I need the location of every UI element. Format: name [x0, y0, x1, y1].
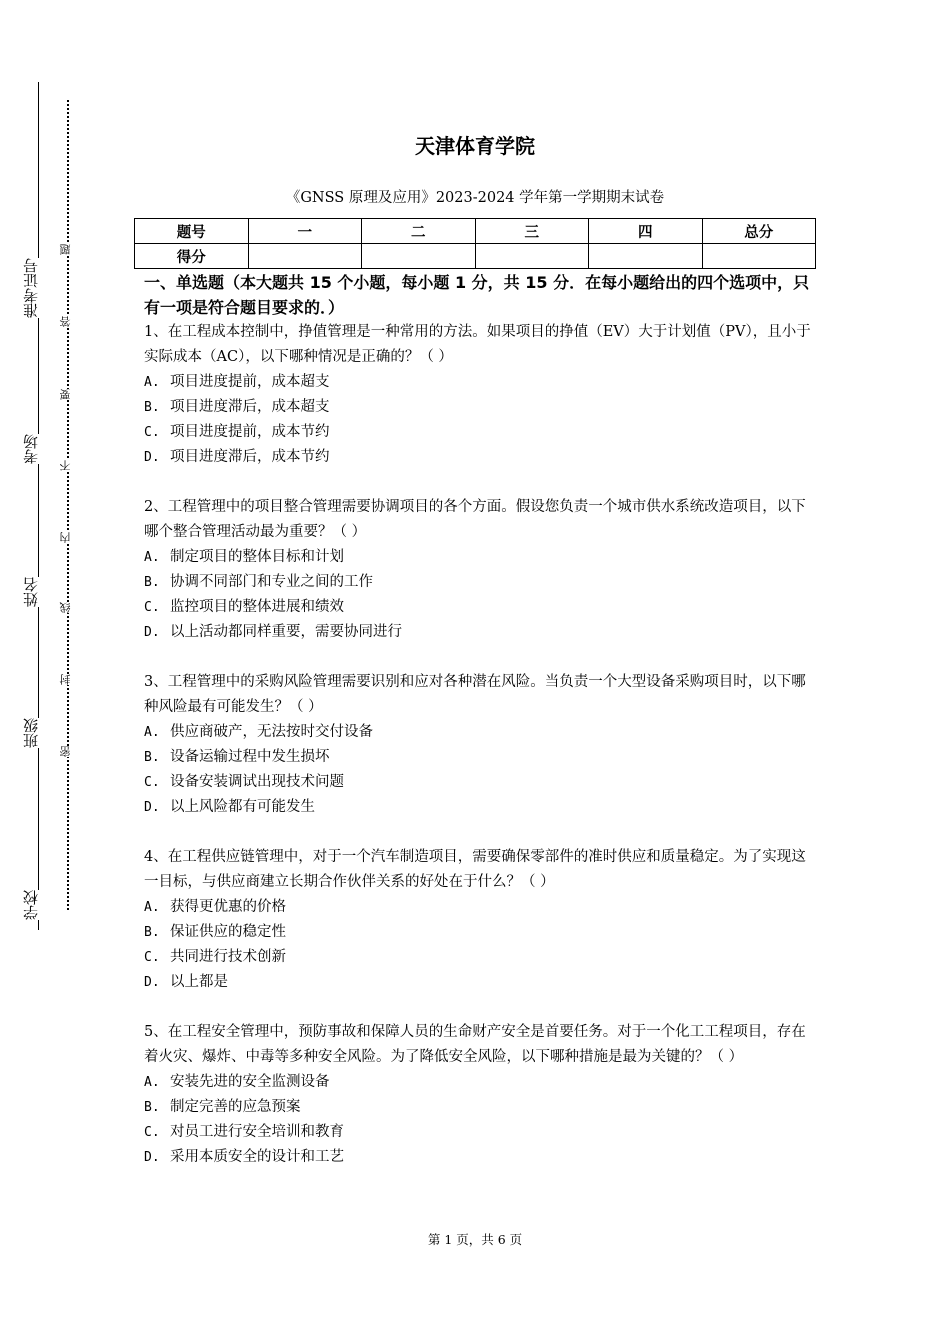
- field-name-label: 姓名: [22, 577, 40, 607]
- score-cell: [362, 244, 476, 269]
- table-cell: 二: [362, 219, 476, 244]
- option: [144, 570, 816, 595]
- section-heading: 一、单选题（本大题共 15 个小题，每小题 1 分，共 15 分．在每小题给出的四个选项中，只有一项是符合题目要求的．）: [144, 273, 810, 317]
- table-cell: 一: [248, 219, 362, 244]
- table-cell: 总分: [702, 219, 816, 244]
- table-cell: 三: [475, 219, 589, 244]
- option-key: D.: [144, 975, 160, 990]
- score-table-score-row: [135, 244, 816, 269]
- option-key: B.: [144, 400, 160, 415]
- option-key: C.: [144, 1125, 160, 1140]
- question-stem: 3、工程管理中的采购风险管理需要识别和应对各种潜在风险。当负责一个大型设备采购项目时，以下哪种风险最有可能发生？（ ）: [144, 674, 806, 715]
- option-text: 项目进度滞后，成本超支: [170, 399, 330, 415]
- field-exam-room-label: 考场: [22, 434, 40, 464]
- question-stem: 4、在工程供应链管理中，对于一个汽车制造项目，需要确保零部件的准时供应和质量稳定。为了实现这一目标，与供应商建立长期合作伙伴关系的好处在于什么？（ ）: [144, 849, 806, 890]
- option-text: 制定项目的整体目标和计划: [170, 549, 344, 565]
- option-text: 以上风险都有可能发生: [170, 799, 315, 815]
- option-text: 设备运输过程中发生损坏: [170, 749, 330, 765]
- question-stem: 1、在工程成本控制中，挣值管理是一种常用的方法。如果项目的挣值（EV）大于计划值（PV），且小于实际成本（AC），以下哪种情况是正确的？（ ）: [144, 324, 811, 365]
- option: [144, 395, 816, 420]
- question-stem: 2、工程管理中的项目整合管理需要协调项目的各个方面。假设您负责一个城市供水系统改造项目，以下哪个整合管理活动最为重要？（ ）: [144, 499, 806, 540]
- option: [144, 720, 816, 745]
- option-text: 协调不同部门和专业之间的工作: [170, 574, 373, 590]
- option: [144, 445, 816, 470]
- option-key: B.: [144, 750, 160, 765]
- option-key: C.: [144, 950, 160, 965]
- score-table: [134, 218, 816, 269]
- seal-char: 密: [59, 746, 72, 757]
- table-cell: 得分: [135, 244, 249, 269]
- option-text: 项目进度提前，成本超支: [170, 374, 330, 390]
- option-text: 项目进度提前，成本节约: [170, 424, 330, 440]
- option-key: B.: [144, 925, 160, 940]
- option: [144, 1120, 816, 1145]
- option-key: B.: [144, 1100, 160, 1115]
- option: [144, 745, 816, 770]
- option-text: 对员工进行安全培训和教育: [170, 1124, 344, 1140]
- score-cell: [475, 244, 589, 269]
- option-text: 制定完善的应急预案: [170, 1099, 301, 1115]
- option: [144, 945, 816, 970]
- option-text: 安装先进的安全监测设备: [170, 1074, 330, 1090]
- option: [144, 920, 816, 945]
- option-text: 采用本质安全的设计和工艺: [170, 1149, 344, 1165]
- field-school-label: 学校: [22, 890, 40, 920]
- option-key: A.: [144, 725, 160, 740]
- option: [144, 620, 816, 645]
- seal-char: 封: [59, 674, 72, 685]
- option-text: 获得更优惠的价格: [170, 899, 286, 915]
- option-key: B.: [144, 575, 160, 590]
- exam-subtitle: 《GNSS 原理及应用》2023-2024 学年第一学期期末试卷: [285, 190, 665, 206]
- option-text: 以上活动都同样重要，需要协同进行: [170, 624, 402, 640]
- page-title: 天津体育学院: [415, 134, 535, 158]
- field-class-label: 班级: [22, 718, 40, 748]
- table-cell: 题号: [135, 219, 249, 244]
- option-key: A.: [144, 1075, 160, 1090]
- score-cell: [248, 244, 362, 269]
- option-text: 保证供应的稳定性: [170, 924, 286, 940]
- option-key: A.: [144, 375, 160, 390]
- option: [144, 420, 816, 445]
- option-key: A.: [144, 900, 160, 915]
- seal-char: 不: [59, 460, 72, 471]
- question: [144, 495, 816, 645]
- question: [144, 670, 816, 820]
- score-cell: [702, 244, 816, 269]
- option: [144, 895, 816, 920]
- seal-char: 线: [59, 602, 72, 613]
- option-key: C.: [144, 600, 160, 615]
- option: [144, 1095, 816, 1120]
- score-table-header-row: [135, 219, 816, 244]
- option-text: 设备安装调试出现技术问题: [170, 774, 344, 790]
- option: [144, 595, 816, 620]
- question: [144, 845, 816, 995]
- seal-char: 答: [59, 316, 72, 327]
- option: [144, 970, 816, 995]
- option-text: 监控项目的整体进展和绩效: [170, 599, 344, 615]
- score-cell: [589, 244, 703, 269]
- option-text: 供应商破产，无法按时交付设备: [170, 724, 373, 740]
- question: [144, 320, 816, 470]
- exam-content: [144, 270, 816, 1170]
- option-key: D.: [144, 1150, 160, 1165]
- option-key: D.: [144, 800, 160, 815]
- option-key: D.: [144, 450, 160, 465]
- option-text: 共同进行技术创新: [170, 949, 286, 965]
- seal-char: 内: [59, 532, 72, 543]
- option: [144, 770, 816, 795]
- option-key: A.: [144, 550, 160, 565]
- option: [144, 545, 816, 570]
- question-stem: 5、在工程安全管理中，预防事故和保障人员的生命财产安全是首要任务。对于一个化工工程项目，存在着火灾、爆炸、中毒等多种安全风险。为了降低安全风险，以下哪种措施是最为关键的？（ ）: [144, 1024, 806, 1065]
- option-text: 项目进度滞后，成本节约: [170, 449, 330, 465]
- seal-char: 题: [59, 244, 72, 255]
- table-cell: 四: [589, 219, 703, 244]
- option-key: C.: [144, 775, 160, 790]
- option: [144, 370, 816, 395]
- seal-char: 要: [59, 389, 72, 400]
- option-key: C.: [144, 425, 160, 440]
- option: [144, 1070, 816, 1095]
- question: [144, 1020, 816, 1170]
- option: [144, 795, 816, 820]
- binding-fill-line: [38, 82, 39, 930]
- option: [144, 1145, 816, 1170]
- page-number: 第 1 页，共 6 页: [427, 1232, 523, 1247]
- option-text: 以上都是: [170, 974, 228, 990]
- field-exam-number-label: 准考证号: [22, 258, 40, 318]
- option-key: D.: [144, 625, 160, 640]
- seal-dotted-line: [67, 100, 69, 910]
